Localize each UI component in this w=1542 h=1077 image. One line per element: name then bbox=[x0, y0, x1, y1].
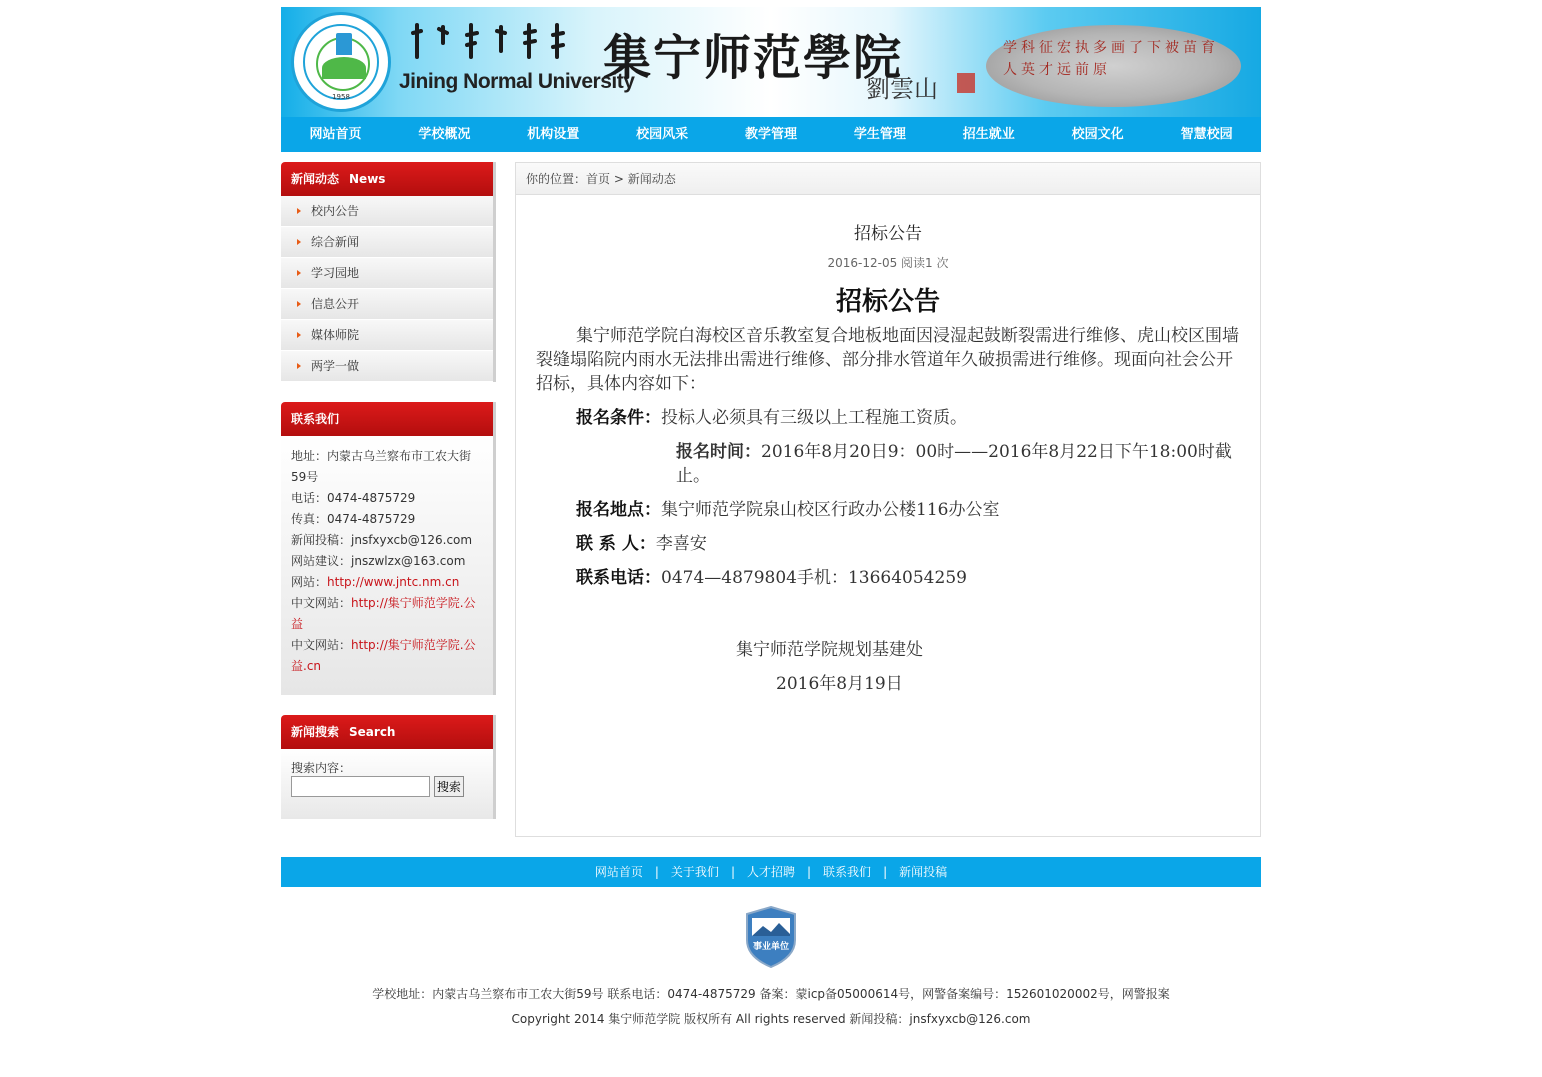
contact-box bbox=[281, 402, 496, 695]
contact-fax: 传真：0474-4875729 bbox=[291, 512, 416, 526]
search-form bbox=[281, 749, 493, 819]
contact-info bbox=[281, 436, 493, 695]
nav-home[interactable]: 网站首页 bbox=[309, 127, 362, 142]
signature-date: 2016年8月19日 bbox=[776, 674, 903, 694]
contact-cn-website-2 bbox=[291, 635, 483, 677]
footer-separator: | bbox=[654, 865, 659, 879]
website-link[interactable]: http://www.jntc.nm.cn bbox=[327, 575, 460, 589]
article-body bbox=[516, 324, 1260, 696]
search-button[interactable]: 搜索 bbox=[434, 776, 464, 797]
news-title-cn: 新闻动态 bbox=[291, 172, 340, 186]
reg-condition bbox=[536, 406, 1240, 430]
cn-website-label: 中文网站： bbox=[291, 638, 352, 652]
footer-link-about[interactable]: 关于我们 bbox=[670, 865, 719, 879]
news-box-title bbox=[281, 162, 493, 196]
sidebar-item-media[interactable]: 媒体师院 bbox=[281, 320, 493, 351]
contact-cn-website-1 bbox=[291, 593, 483, 635]
search-title-en: Search bbox=[349, 725, 396, 739]
contact-tel bbox=[536, 566, 1240, 590]
news-title-en: News bbox=[349, 172, 386, 186]
sidebar-item-info-disclosure[interactable]: 信息公开 bbox=[281, 289, 493, 320]
breadcrumb-current[interactable]: 新闻动态 bbox=[627, 172, 676, 186]
main-navigation bbox=[281, 117, 1261, 152]
sidebar-item-study-garden[interactable]: 学习园地 bbox=[281, 258, 493, 289]
nav-culture[interactable]: 校园文化 bbox=[1071, 127, 1124, 142]
nav-admissions[interactable]: 招生就业 bbox=[962, 127, 1015, 142]
search-input[interactable] bbox=[291, 776, 430, 797]
contact-person-label: 联 系 人： bbox=[576, 534, 656, 554]
header-banner bbox=[281, 7, 1261, 117]
mongolian-script-logo bbox=[409, 21, 569, 61]
footer-copyright-line: Copyright 2014 集宁师范学院 版权所有 All rights reserved 新闻投稿：jnsfxyxcb@126.com bbox=[511, 1012, 1031, 1026]
nav-students[interactable]: 学生管理 bbox=[853, 127, 906, 142]
nav-smart-campus[interactable]: 智慧校园 bbox=[1180, 127, 1233, 142]
news-box bbox=[281, 162, 496, 382]
stone-inscription-text: 学科征宏执多画了下被苗育人英才远前原 bbox=[1003, 40, 1219, 78]
seal-year: 1958 bbox=[332, 93, 350, 101]
footer-navigation bbox=[281, 857, 1261, 887]
nav-about[interactable]: 学校概况 bbox=[418, 127, 471, 142]
sidebar-item-campus-notice[interactable]: 校内公告 bbox=[281, 196, 493, 227]
contact-address: 地址：内蒙古乌兰察布市工农大街59号 bbox=[291, 449, 472, 484]
reg-time bbox=[536, 440, 1240, 488]
reg-place-value: 集宁师范学院泉山校区行政办公楼116办公室 bbox=[661, 500, 1000, 520]
cn-website-label: 中文网站： bbox=[291, 596, 352, 610]
contact-tel-label: 联系电话： bbox=[576, 568, 661, 588]
footer-link-home[interactable]: 网站首页 bbox=[594, 865, 643, 879]
cn-website-link-1[interactable]: http://集宁师范学院.公益 bbox=[291, 596, 476, 631]
cn-website-link-2[interactable]: http://集宁师范学院.公益.cn bbox=[291, 638, 476, 673]
signature-org: 集宁师范学院规划基建处 bbox=[736, 640, 923, 660]
search-box-title bbox=[281, 715, 493, 749]
nav-teaching[interactable]: 教学管理 bbox=[745, 127, 798, 142]
contact-phone: 电话：0474-4875729 bbox=[291, 491, 416, 505]
footer-link-submit[interactable]: 新闻投稿 bbox=[899, 865, 948, 879]
footer-separator: | bbox=[807, 865, 812, 879]
breadcrumb-home[interactable]: 首页 bbox=[586, 172, 611, 186]
contact-submit-email: 新闻投稿：jnsfxyxcb@126.com bbox=[291, 533, 473, 547]
breadcrumb-prefix: 你的位置： bbox=[526, 172, 587, 186]
reg-place bbox=[536, 498, 1240, 522]
article-intro: 集宁师范学院白海校区音乐教室复合地板地面因浸湿起鼓断裂需进行维修、虎山校区围墙裂缝塌陷院内雨水无法排出需进行维修、部分排水管道年久破损需进行维修。现面向社会公开招标，具体内容如下： bbox=[536, 326, 1239, 394]
footer-link-jobs[interactable]: 人才招聘 bbox=[746, 865, 795, 879]
article-title: 招标公告 bbox=[854, 224, 922, 244]
contact-box-title: 联系我们 bbox=[281, 402, 493, 436]
search-label: 搜索内容： bbox=[291, 761, 352, 775]
footer-info bbox=[281, 982, 1261, 1032]
main-content bbox=[515, 162, 1261, 837]
footer-address-line: 学校地址：内蒙古乌兰察布市工农大街59号 联系电话：0474-4875729 备案：蒙icp备05000614号，网警备案编号：152601020002号，网警报案 bbox=[372, 987, 1170, 1001]
website-label: 网站： bbox=[291, 575, 328, 589]
article-meta: 2016-12-05 阅读1 次 bbox=[827, 256, 949, 270]
search-box bbox=[281, 715, 496, 819]
contact-website bbox=[291, 572, 483, 593]
school-name-chinese: 集宁师范學院 bbox=[603, 30, 904, 86]
public-institution-badge-icon[interactable] bbox=[745, 906, 797, 968]
calligraphy-signature: 劉雲山 bbox=[866, 75, 938, 103]
breadcrumb bbox=[516, 163, 1260, 195]
reg-condition-label: 报名条件： bbox=[576, 408, 661, 428]
breadcrumb-separator: > bbox=[613, 172, 624, 186]
reg-time-label: 报名时间： bbox=[676, 442, 761, 462]
search-title-cn: 新闻搜索 bbox=[291, 725, 340, 739]
university-seal-logo bbox=[291, 12, 391, 112]
reg-condition-value: 投标人必须具有三级以上工程施工资质。 bbox=[661, 408, 967, 428]
sidebar-item-two-studies[interactable]: 两学一做 bbox=[281, 351, 493, 382]
red-seal-stamp bbox=[957, 73, 975, 93]
contact-tel-value: 0474—4879804手机：13664054259 bbox=[661, 568, 967, 588]
footer-separator: | bbox=[730, 865, 735, 879]
footer-separator: | bbox=[883, 865, 888, 879]
left-sidebar bbox=[281, 162, 496, 819]
nav-departments[interactable]: 机构设置 bbox=[527, 127, 580, 142]
reg-place-label: 报名地点： bbox=[576, 500, 661, 520]
sidebar-item-general-news[interactable]: 综合新闻 bbox=[281, 227, 493, 258]
page-wrapper bbox=[281, 7, 1261, 794]
contact-person bbox=[536, 532, 1240, 556]
contact-suggest-email: 网站建议：jnszwlzx@163.com bbox=[291, 554, 466, 568]
nav-campus-style[interactable]: 校园风采 bbox=[636, 127, 689, 142]
reg-time-value: 2016年8月20日9：00时——2016年8月22日下午18:00时截止。 bbox=[676, 442, 1232, 486]
badge-label: 事业单位 bbox=[752, 942, 790, 952]
contact-person-value: 李喜安 bbox=[655, 534, 707, 554]
school-name-english: Jining Normal University bbox=[399, 70, 635, 93]
article-heading: 招标公告 bbox=[835, 287, 940, 317]
footer-link-contact[interactable]: 联系我们 bbox=[823, 865, 872, 879]
